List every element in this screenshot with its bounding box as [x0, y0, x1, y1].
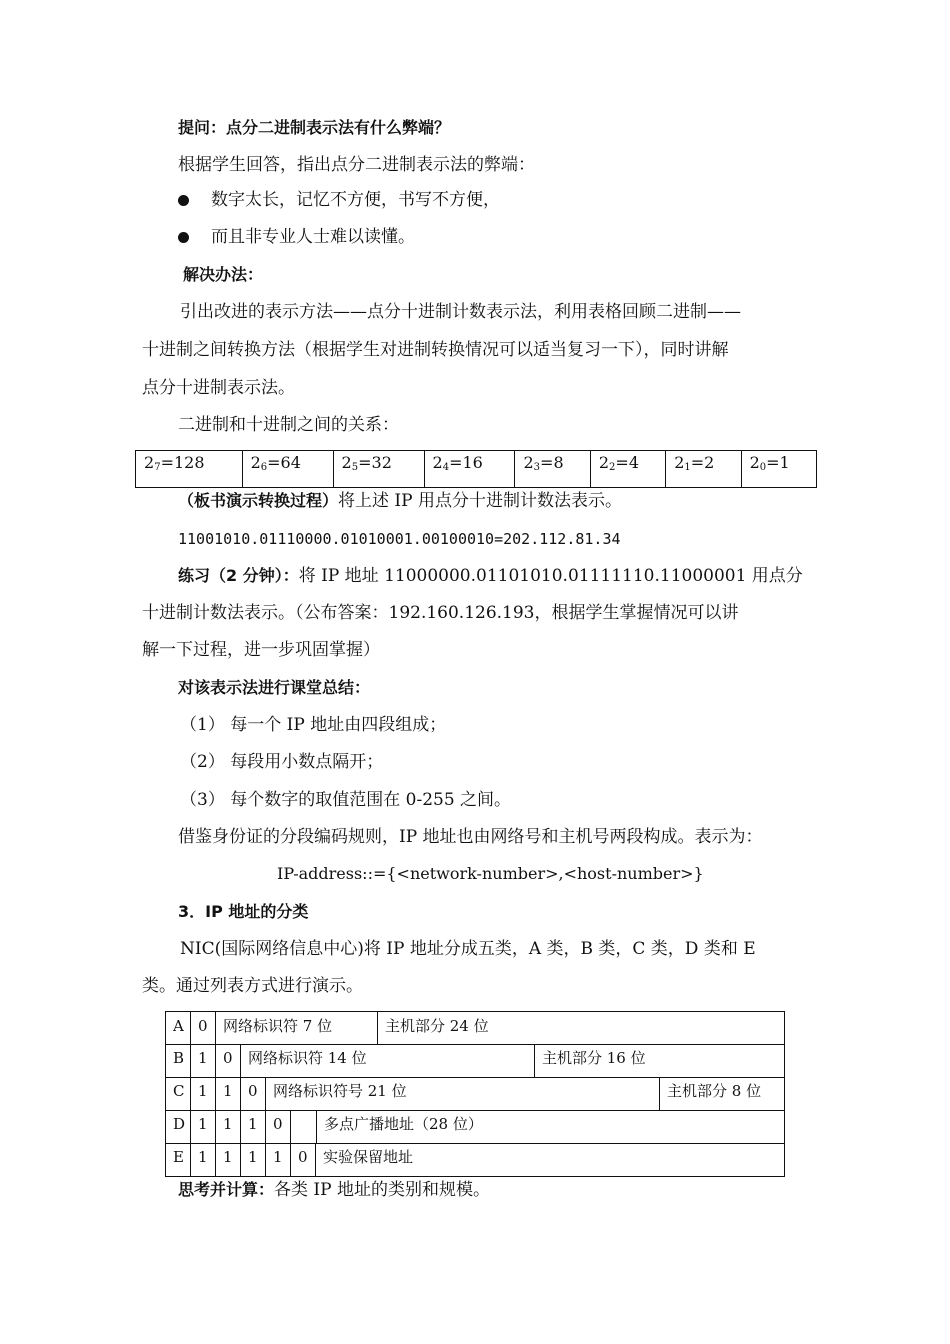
exercise-bold: 练习（2 分钟）： — [178, 566, 299, 585]
class-bit-cell: 0 — [216, 1044, 241, 1077]
summary-item-1: （1） 每一个 IP 地址由四段组成； — [180, 715, 447, 735]
summary-heading: 对该表示法进行课堂总结： — [178, 678, 371, 697]
power-cell: $2_6=64$ — [242, 451, 333, 488]
class-letter-cell: A — [166, 1012, 191, 1044]
solution-paragraph-line-1: 引出改进的表示方法——点分十进制计数表示法，利用表格回顾二进制—— — [180, 302, 741, 322]
section-3-heading: 3．IP 地址的分类 — [178, 902, 309, 921]
class-bit-cell: 1 — [216, 1077, 241, 1110]
class-bit-cell: 1 — [191, 1143, 216, 1176]
class-row-d — [165, 1110, 785, 1144]
class-bit-cell: 0 — [241, 1077, 266, 1110]
board-demo-text: 将上述 IP 用点分十进制计数法表示。 — [338, 491, 622, 511]
reserved-cell: 实验保留地址 — [323, 1148, 414, 1166]
bullet-item-2: 而且非专业人士难以读懂。 — [211, 227, 415, 247]
idcard-analogy: 借鉴身份证的分段编码规则，IP 地址也由网络号和主机号两段构成。表示为： — [178, 827, 763, 847]
host-part-cell: 主机部分 24 位 — [385, 1017, 489, 1035]
class-letter-cell: E — [166, 1143, 191, 1176]
think-line — [178, 1178, 490, 1202]
question-heading: 提问：点分二进制表示法有什么弊端？ — [178, 118, 451, 137]
board-demo-bold: （板书演示转换过程） — [178, 491, 339, 510]
network-part-cell: 网络标识符号 21 位 — [266, 1077, 660, 1110]
class-bit-cell: 1 — [191, 1110, 216, 1143]
class-row-a — [165, 1011, 785, 1045]
class-bit-cell: 0 — [266, 1110, 291, 1143]
think-text: 各类 IP 地址的类别和规模。 — [274, 1180, 490, 1200]
multicast-cell: 多点广播地址（28 位） — [316, 1110, 784, 1143]
relation-label: 二进制和十进制之间的关系： — [178, 415, 399, 435]
think-bold: 思考并计算： — [178, 1180, 275, 1199]
host-part-cell: 主机部分 8 位 — [667, 1082, 762, 1100]
power-cell: $2_0=1$ — [741, 451, 816, 488]
class-letter-cell: C — [166, 1077, 191, 1110]
class-row-b — [165, 1044, 785, 1078]
class-bit-cell: 1 — [266, 1143, 291, 1176]
exercise-line-2: 十进制计数法表示。（公布答案：192.160.126.193，根据学生掌握情况可以讲 — [142, 603, 739, 623]
host-part-cell: 主机部分 16 位 — [542, 1049, 646, 1067]
exercise-line-3: 解一下过程，进一步巩固掌握） — [142, 640, 380, 660]
class-bit-cell: 1 — [216, 1110, 241, 1143]
solution-heading: 解决办法： — [183, 265, 264, 284]
solution-paragraph-line-2: 十进制之间转换方法（根据学生对进制转换情况可以适当复习一下），同时讲解 — [142, 340, 729, 360]
class-bit-cell: 1 — [191, 1044, 216, 1077]
bullet-icon — [178, 195, 189, 206]
power-cell: $2_1=2$ — [666, 451, 741, 488]
power-cell: $2_3=8$ — [515, 451, 590, 488]
solution-paragraph-line-3: 点分十进制表示法。 — [142, 378, 295, 398]
class-letter-cell: D — [166, 1110, 191, 1143]
ip-address-formula: IP-address::={<network-number>,<host-number>} — [277, 864, 704, 883]
network-part-cell: 网络标识符 7 位 — [216, 1012, 378, 1044]
exercise-line-1 — [178, 564, 803, 588]
nic-line-1: NIC(国际网络信息中心)将 IP 地址分成五类，A 类，B 类，C 类，D 类和 E — [180, 939, 756, 959]
exercise-text: 将 IP 地址 11000000.01101010.01111110.11000001 用点分 — [298, 566, 803, 586]
bullet-item-1: 数字太长，记忆不方便，书写不方便， — [211, 190, 500, 210]
bullet-icon — [178, 232, 189, 243]
summary-item-3: （3） 每个数字的取值范围在 0-255 之间。 — [180, 790, 512, 810]
network-part-cell: 网络标识符 14 位 — [241, 1044, 535, 1077]
power-cell: $2_2=4$ — [590, 451, 665, 488]
class-bit-cell: 1 — [241, 1143, 266, 1176]
class-row-c — [165, 1077, 785, 1111]
class-bit-cell: 1 — [241, 1110, 266, 1143]
board-demo-line — [178, 489, 622, 513]
powers-of-two-table — [135, 450, 817, 488]
conversion-example: 11001010.01110000.01010001.00100010=202.112.81.34 — [178, 530, 621, 548]
answer-intro: 根据学生回答，指出点分二进制表示法的弊端： — [178, 155, 535, 175]
nic-line-2: 类。通过列表方式进行演示。 — [142, 976, 363, 996]
class-bit-cell: 0 — [291, 1143, 316, 1176]
class-row-e — [165, 1143, 785, 1177]
class-bit-cell: 0 — [191, 1012, 216, 1044]
power-cell: $2_7=128$ — [136, 451, 243, 488]
class-bit-cell: 1 — [191, 1077, 216, 1110]
summary-item-2: （2） 每段用小数点隔开； — [180, 752, 384, 772]
power-cell: $2_4=16$ — [424, 451, 515, 488]
class-bit-cell: 1 — [216, 1143, 241, 1176]
class-letter-cell: B — [166, 1044, 191, 1077]
power-cell: $2_5=32$ — [333, 451, 424, 488]
